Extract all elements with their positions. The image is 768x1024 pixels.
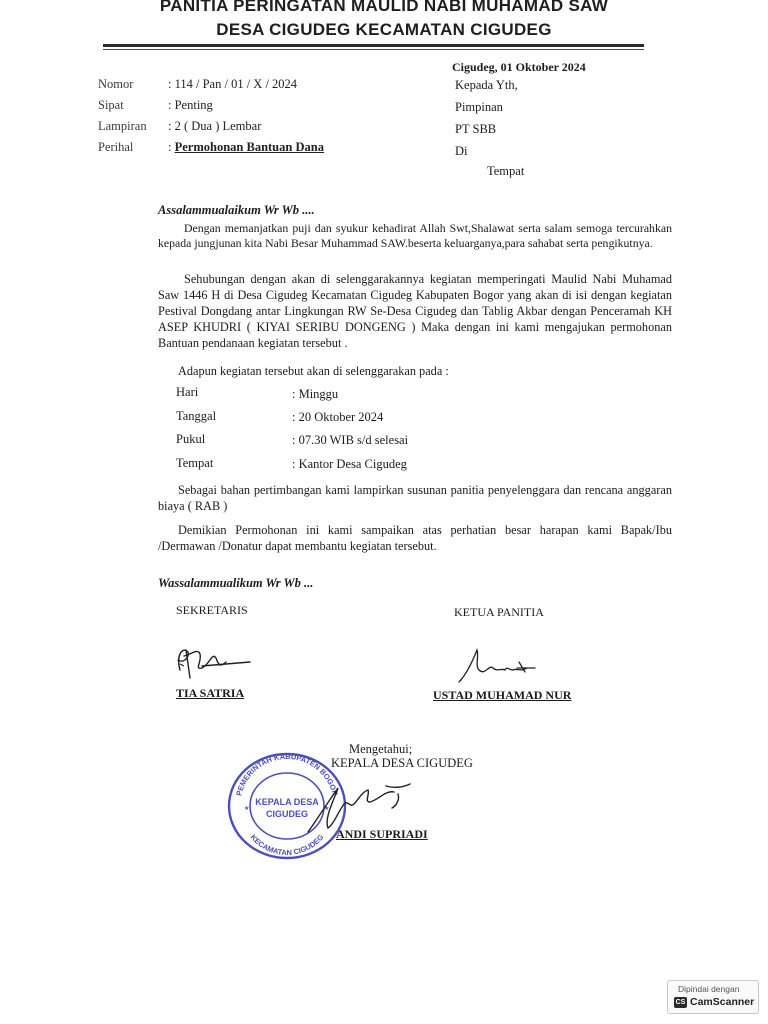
detail-value-hari: : Minggu bbox=[292, 387, 339, 401]
letterhead-rule bbox=[103, 44, 644, 47]
scanner-caption: Dipindai dengan bbox=[678, 984, 740, 994]
camscanner-badge bbox=[667, 980, 759, 1014]
meta-value-sipat: : Penting bbox=[168, 98, 213, 112]
camscanner-name: CamScanner bbox=[690, 996, 755, 1008]
detail-value-tempat: : Kantor Desa Cigudeg bbox=[292, 457, 407, 471]
paragraph-text: Adapun kegiatan tersebut akan di selenggarakan pada : bbox=[178, 364, 449, 378]
recipient-line: PT SBB bbox=[455, 122, 497, 136]
detail-label-hari: Hari bbox=[176, 385, 199, 399]
chairman-role: KETUA PANITIA bbox=[454, 605, 544, 619]
detail-value-pukul: : 07.30 WIB s/d selesai bbox=[292, 433, 409, 447]
paragraph-text: Demikian Permohonan ini kami sampaikan atas perhatian besar harapan kami Bapak/Ibu /Dermawan /Donatur dapat membantu kegiatan tersebut. bbox=[158, 523, 672, 553]
stamp-ring-top: PEMERINTAH KABUPATEN BOGOR bbox=[234, 751, 340, 797]
paragraph-closing bbox=[158, 522, 672, 554]
paragraph-purpose bbox=[158, 271, 672, 351]
recipient-line: Tempat bbox=[487, 164, 525, 178]
letterhead-subtitle: DESA CIGUDEG KECAMATAN CIGUDEG bbox=[216, 20, 552, 39]
subject-text: Permohonan Bantuan Dana bbox=[174, 140, 324, 154]
camscanner-logo-icon: CS bbox=[675, 999, 686, 1006]
closing-greeting: Wassalammualikum Wr Wb ... bbox=[158, 576, 314, 590]
stamp-center-line1: KEPALA DESA bbox=[255, 797, 319, 807]
svg-text:★: ★ bbox=[324, 806, 330, 812]
meta-label-perihal: Perihal bbox=[98, 140, 134, 154]
meta-value-nomor: : 114 / Pan / 01 / X / 2024 bbox=[168, 77, 298, 91]
letterhead-rule-thin bbox=[103, 49, 644, 50]
detail-label-pukul: Pukul bbox=[176, 432, 206, 446]
paragraph-text: Sebagai bahan pertimbangan kami lampirkan susunan panitia penyelenggara dan rencana anggaran biaya ( RAB ) bbox=[158, 483, 672, 513]
detail-label-tempat: Tempat bbox=[176, 456, 214, 470]
recipient-line: Kepada Yth, bbox=[455, 78, 518, 92]
village-head-name: ANDI SUPRIADI bbox=[336, 827, 428, 841]
paragraph-text: Sehubungan dengan akan di selenggarakannya kegiatan memperingati Maulid Nabi Muhamad Saw 1446 H di Desa Cigudeg Kecamatan Cigudeg Kabupaten Bogor yang akan di isi dengan kegiatan Pestival Dongdang antar Lingkungan RW Se-Desa Cigudeg dan Tablig Akbar dengan Penceramah KH ASEP KHUDRI ( KIYAI SERIBU DONGENG ) Maka dengan ini kami mengajukan permohonan Bantuan pendanaan kegiatan tersebut . bbox=[158, 272, 672, 350]
village-head-role: KEPALA DESA CIGUDEG bbox=[331, 756, 473, 770]
meta-value-perihal bbox=[168, 140, 324, 155]
meta-value-lampiran: : 2 ( Dua ) Lembar bbox=[168, 119, 262, 133]
letter-date: Cigudeg, 01 Oktober 2024 bbox=[452, 60, 586, 74]
paragraph-opening bbox=[158, 221, 672, 251]
secretary-name: TIA SATRIA bbox=[176, 686, 245, 700]
detail-label-tanggal: Tanggal bbox=[176, 409, 217, 423]
recipient-line: Di bbox=[455, 144, 468, 158]
paragraph-schedule-intro bbox=[158, 363, 672, 379]
meta-label-nomor: Nomor bbox=[98, 77, 134, 91]
secretary-role: SEKRETARIS bbox=[176, 603, 248, 617]
svg-text:★: ★ bbox=[244, 806, 250, 812]
stamp-ring-bottom: KECAMATAN CIGUDEG bbox=[248, 832, 326, 858]
detail-value-tanggal: : 20 Oktober 2024 bbox=[292, 410, 384, 424]
paragraph-attachment bbox=[158, 482, 672, 514]
chairman-signature-icon bbox=[455, 646, 550, 686]
recipient-line: Pimpinan bbox=[455, 100, 503, 114]
meta-label-lampiran: Lampiran bbox=[98, 119, 147, 133]
acknowledged-label: Mengetahui; bbox=[349, 742, 413, 756]
letterhead-title: PANITIA PERINGATAN MAULID NABI MUHAMAD SAW bbox=[159, 0, 609, 15]
secretary-signature-icon bbox=[172, 642, 258, 680]
stamp-center-line2: CIGUDEG bbox=[265, 809, 309, 819]
greeting: Assalammualaikum Wr Wb .... bbox=[158, 203, 315, 217]
meta-label-sipat: Sipat bbox=[98, 98, 124, 112]
paragraph-text: Dengan memanjatkan puji dan syukur kehadirat Allah Swt,Shalawat serta salam semoga tercurahkan kepada jungjunan kita Nabi Besar Muhammad SAW.beserta keluarganya,para sahabat serta pengikutnya. bbox=[158, 221, 672, 250]
chairman-name: USTAD MUHAMAD NUR bbox=[433, 688, 572, 702]
meta-colon: : bbox=[168, 140, 172, 154]
